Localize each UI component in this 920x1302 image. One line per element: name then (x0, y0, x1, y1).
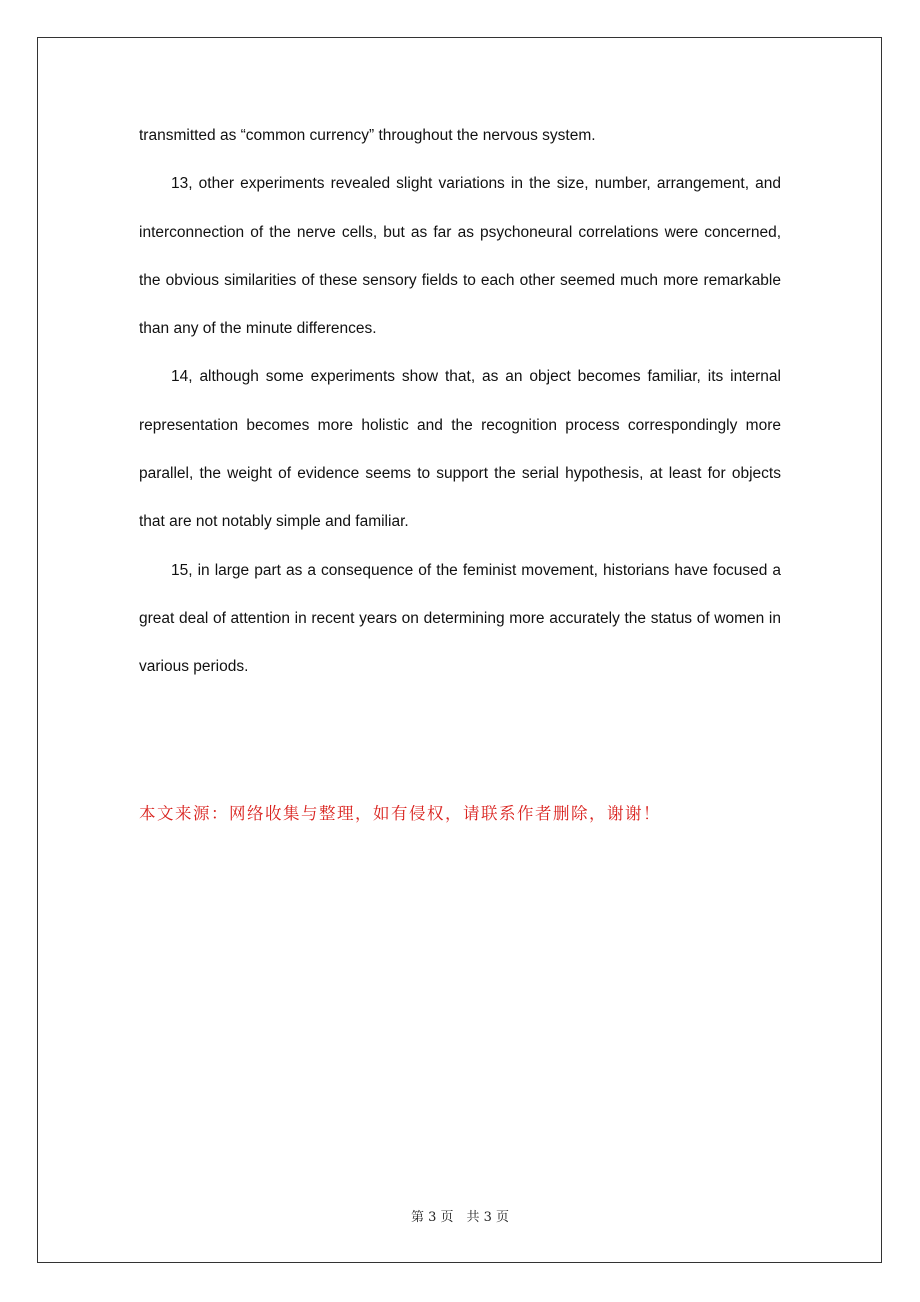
paragraph-15: 15, in large part as a consequence of the feminist movement, historians have focused a great deal of attention in recent years on determining more accurately the status of women in various periods. (139, 561, 781, 676)
paragraph-14: 14, although some experiments show that, as an object becomes familiar, its internal representation becomes more holistic and the recognition process correspondingly more parallel, the weight of evidence seems to support the serial hypothesis, at least for objects that are not notably simple and familiar. (139, 368, 781, 531)
paragraph-13: 13, other experiments revealed slight variations in the size, number, arrangement, and interconnection of the nerve cells, but as far as psychoneural correlations were concerned, the obvious similarities of these sensory fields to each other seemed much more remarkable than any of the minute differences. (139, 175, 781, 338)
paragraph-continuation: transmitted as “common currency” throughout the nervous system. (139, 127, 596, 144)
document-body (139, 112, 781, 692)
page-number-footer: 第 3 页 共 3 页 (410, 1210, 510, 1225)
source-note: 本文来源：网络收集与整理，如有侵权，请联系作者删除，谢谢！ (139, 804, 661, 823)
